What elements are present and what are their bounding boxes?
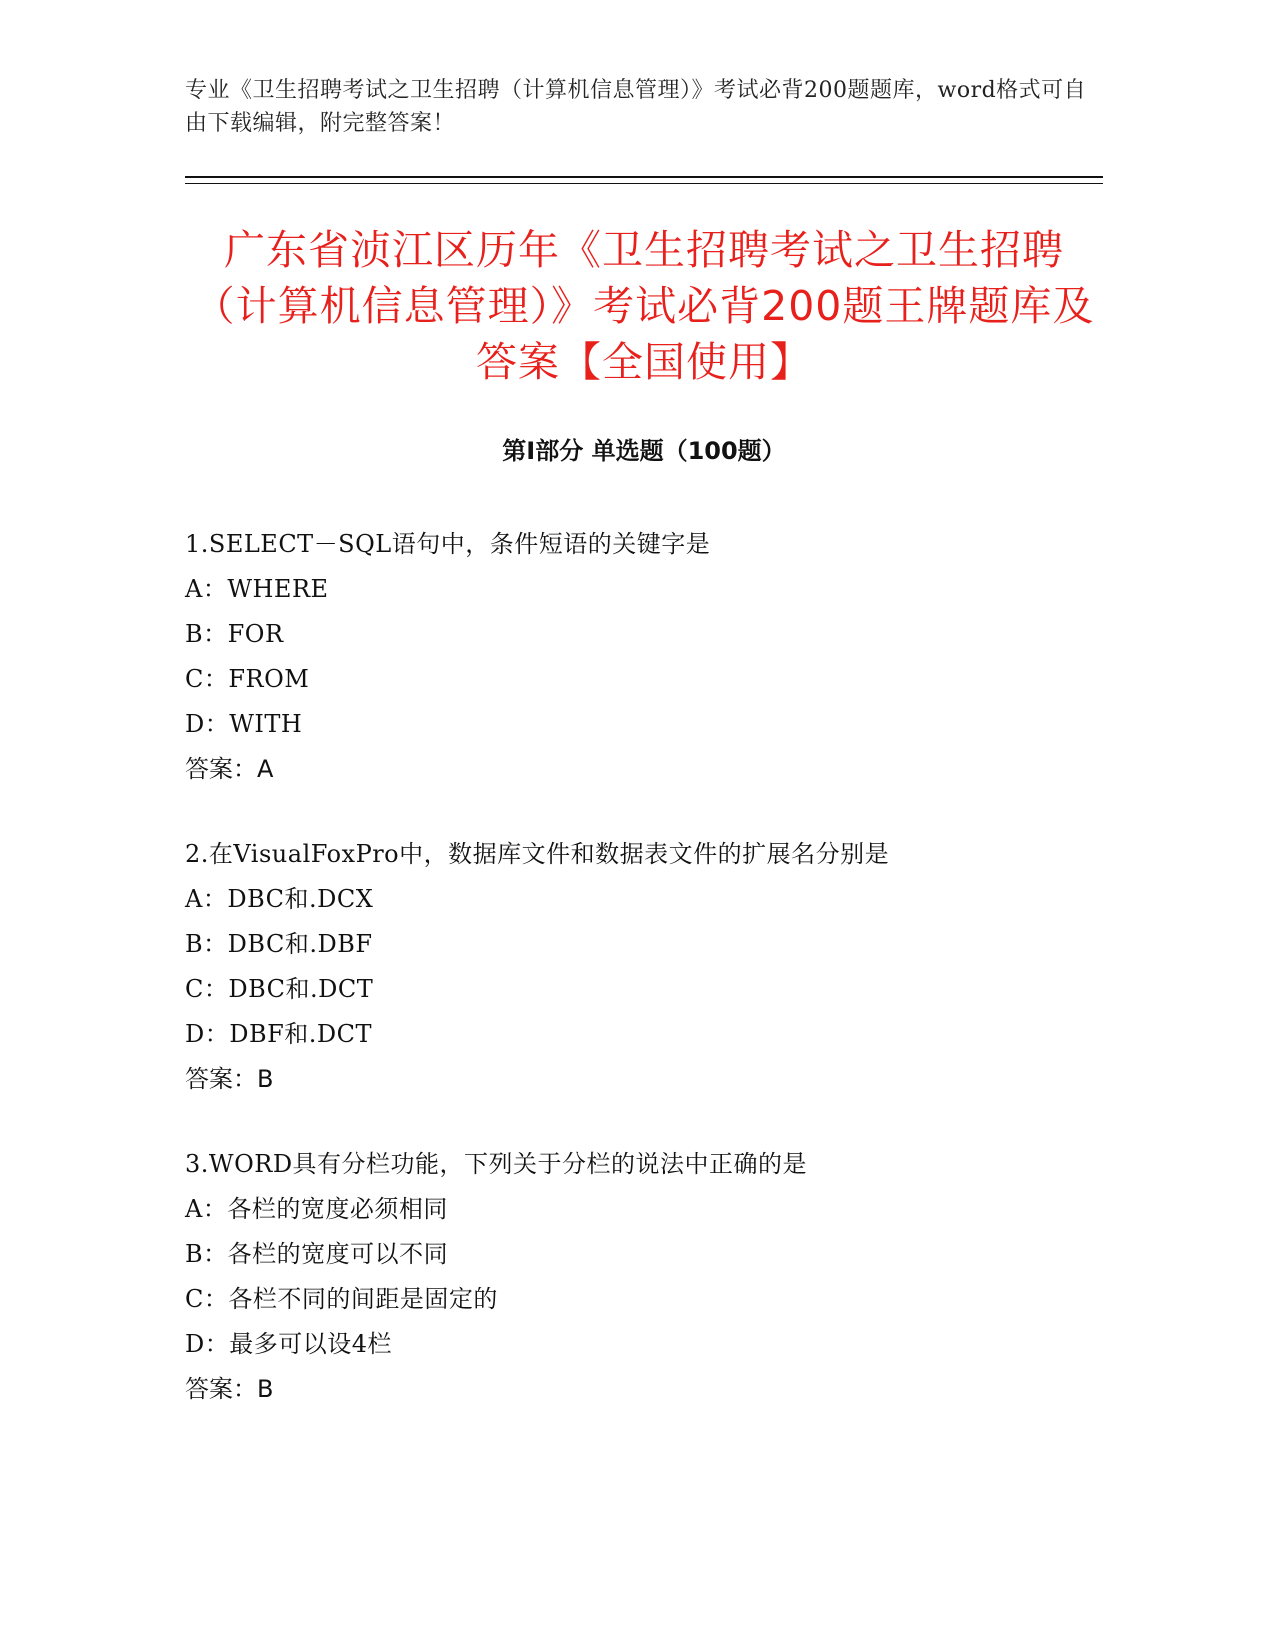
option-c: C：FROM [185,665,310,693]
answer-label: 答案： [185,1065,257,1093]
header-rule-thin [185,183,1103,184]
option-a: A：各栏的宽度必须相同 [185,1195,448,1223]
option-d: D：最多可以设4栏 [185,1330,393,1358]
option-b: B：DBC和.DBF [185,930,373,958]
answer-line [185,1367,1103,1412]
document-title: 广东省浈江区历年《卫生招聘考试之卫生招聘（计算机信息管理）》考试必背200题王牌题库及答案【全国使用】 [193,226,1095,386]
option-d: D：DBF和.DCT [185,1020,373,1048]
header-rule-thick [185,176,1103,178]
header-note: 专业《卫生招聘考试之卫生招聘（计算机信息管理）》考试必背200题题库，word格式可自由下载编辑，附完整答案！ [185,78,1087,136]
option-c: C：DBC和.DCT [185,975,374,1003]
question-stem: 1.SELECT－SQL语句中，条件短语的关键字是 [185,530,711,558]
answer-label: 答案： [185,755,257,783]
answer-value: B [257,1065,274,1093]
answer-line [185,747,1103,792]
answer-value: A [257,755,274,783]
question-2 [185,832,1103,1102]
question-stem: 3.WORD具有分栏功能，下列关于分栏的说法中正确的是 [185,1150,808,1178]
option-b: B：各栏的宽度可以不同 [185,1240,449,1268]
section-heading: 第I部分 单选题（100题） [502,437,786,465]
option-c: C：各栏不同的间距是固定的 [185,1285,498,1313]
answer-line [185,1057,1103,1102]
question-list [185,522,1103,1452]
answer-value: B [257,1375,274,1403]
question-stem: 2.在VisualFoxPro中，数据库文件和数据表文件的扩展名分别是 [185,840,890,868]
question-3 [185,1142,1103,1412]
option-a: A：DBC和.DCX [185,885,374,913]
option-d: D：WITH [185,710,303,738]
answer-label: 答案： [185,1375,257,1403]
option-b: B：FOR [185,620,284,648]
question-1 [185,522,1103,792]
option-a: A：WHERE [185,575,329,603]
